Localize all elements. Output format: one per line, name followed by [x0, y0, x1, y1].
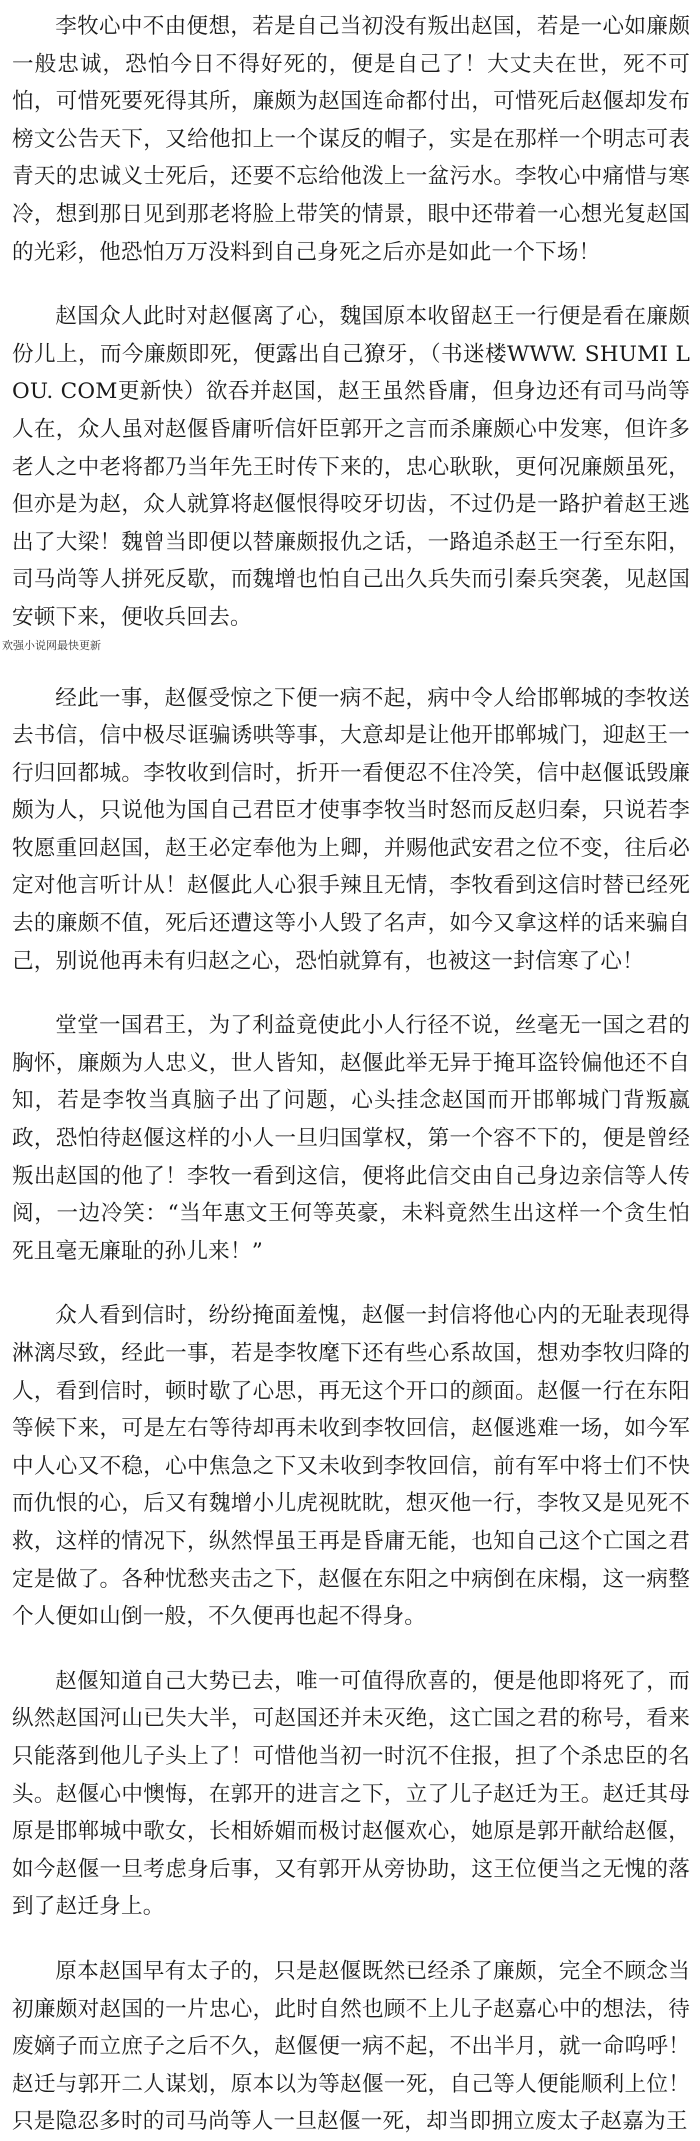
paragraph-4: 堂堂一国君王，为了利益竟使此小人行径不说，丝毫无一国之君的胸怀，廉颇为人忠义，世人皆知，赵偃此举无异于掩耳盗铃偏他还不自知，若是李牧当真脑子出了问题，心头挂念赵国而开邯郸城门背叛嬴政，恐怕待赵偃这样的小人一旦归国掌权，第一个容不下的，便是曾经叛出赵国的他了！李牧一看到这信，便将此信交由自己身边亲信等人传阅，一边冷笑：“当年惠文王何等英豪，未料竟然生出这样一个贪生怕死且毫无廉耻的孙儿来！” [12, 1013, 690, 1264]
paragraph-7: 原本赵国早有太子的，只是赵偃既然已经杀了廉颇，完全不顾念当初廉颇对赵国的一片忠心，此时自然也顾不上儿子赵嘉心中的想法，待废嫡子而立庶子之后不久，赵偃便一病不起，不出半月，就一命呜呼！赵迁与郭开二人谋划，原本以为等赵偃一死，自己等人便能顺利上位！只是隐忍多时的司马尚等人一旦赵偃一死，却当即拥立废太子赵嘉为王 [12, 1958, 690, 2135]
paragraph-3: 经此一事，赵偃受惊之下便一病不起，病中令人给邯郸城的李牧送去书信，信中极尽诓骗诱哄等事，大意却是让他开邯郸城门，迎赵王一行归回都城。李牧收到信时，折开一看便忍不住冷笑，信中赵偃诋毁廉颇为人，只说他为国自己君臣才使事李牧当时怒而反赵归秦，只说若李牧愿重回赵国，赵王必定奉他为上卿，并赐他武安君之位不变，往后必定对他言听计从！赵偃此人心狠手辣且无情，李牧看到这信时替已经死去的廉颇不值，死后还遭这等小人毁了名声，如今又拿这样的话来骗自己，别说他再未有归赵之心，恐怕就算有，也被这一封信寒了心！ [12, 685, 690, 974]
paragraph-2: 赵国众人此时对赵偃离了心，魏国原本收留赵王一行便是看在廉颇份儿上，而今廉颇即死，便露出自己獠牙，（书迷楼WWW. SHUMI LOU. COM更新快）欲吞并赵国，赵王虽然昏庸，但身边还有司马尚等人在，众人虽对赵偃昏庸听信奸臣郭开之言而杀廉颇心中发寒，但许多老人之中老将都乃当年先王时传下来的，忠心耿耿，更何况廉颇虽死，但亦是为赵，众人就算将赵偃恨得咬牙切齿，不过仍是一路护着赵王逃出了大梁！魏曾当即便以替廉颇报仇之话，一路追杀赵王一行至东阳，司马尚等人拼死反歇，而魏增也怕自己出久兵失而引秦兵突袭，见赵国安顿下来，便收兵回去。 [12, 304, 690, 630]
site-watermark: 欢强小说网最快更新 [2, 638, 101, 652]
paragraph-6: 赵偃知道自己大势已去，唯一可值得欣喜的，便是他即将死了，而纵然赵国河山已失大半，可赵国还并未灭绝，这亡国之君的称号，看来只能落到他儿子头上了！可惜他当初一时沉不住报，担了个杀忠臣的名头。赵偃心中懊悔，在郭开的进言之下，立了儿子赵迁为王。赵迁其母原是邯郸城中歌女，长相娇媚而极讨赵偃欢心，她原是郭开献给赵偃，如今赵偃一旦考虑身后事，又有郭开从旁协助，这王位便当之无愧的落到了赵迁身上。 [12, 1668, 690, 1920]
paragraph-1: 李牧心中不由便想，若是自己当初没有叛出赵国，若是一心如廉颇一般忠诚，恐怕今日不得好死的，便是自己了！大丈夫在世，死不可怕，可惜死要死得其所，廉颇为赵国连命都付出，可惜死后赵偃却发布榜文公告天下，又给他扣上一个谋反的帽子，实是在那样一个明志可表青天的忠诚义士死后，还要不忘给他泼上一盆污水。李牧心中痛惜与寒冷，想到那日见到那老将脸上带笑的情景，眼中还带着一心想光复赵国的光彩，他恐怕万万没料到自己身死之后亦是如此一个下场！ [12, 14, 690, 265]
paragraph-5: 众人看到信时，纷纷掩面羞愧，赵偃一封信将他心内的无耻表现得淋漓尽致，经此一事，若是李牧麾下还有些心系故国，想劝李牧归降的人，看到信时，顿时歇了心思，再无这个开口的颜面。赵偃一行在东阳等候下来，可是左右等待却再未收到李牧回信，赵偃逃难一场，如今军中人心又不稳，心中焦急之下又未收到李牧回信，前有军中将士们不快而仇恨的心，后又有魏增小儿虎视眈眈，想灭他一行，李牧又是见死不救，这样的情况下，纵然悍虽王再是昏庸无能，也知自己这个亡国之君定是做了。各种忧愁夹击之下，赵偃在东阳之中病倒在床榻，这一病整个人便如山倒一般，不久便再也起不得身。 [12, 1303, 690, 1630]
